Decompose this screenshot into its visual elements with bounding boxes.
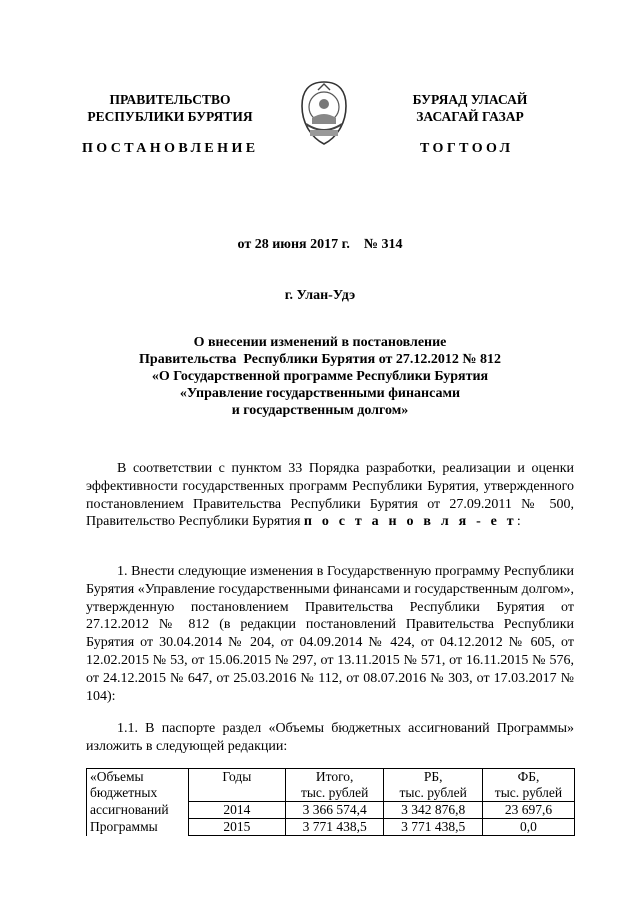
preamble-text: В соответствии с пунктом 33 Порядка разработки, реализации и оценки эффективности государственных программ Республики Бурятия, утвержденного постановлением Правительства Республики Бурятия от 27.09.2011 № 500, Правительство Республики Бурятия bbox=[86, 461, 574, 530]
table-cell: 0,0 bbox=[482, 819, 574, 836]
city: г. Улан-Удэ bbox=[284, 288, 356, 303]
date-number: от 28 июня 2017 г. № 314 bbox=[237, 237, 403, 252]
table-cell: 2014 bbox=[188, 802, 285, 819]
doc-type-ru: ПОСТАНОВЛЕНИЕ bbox=[82, 141, 259, 156]
header-rb: РБ, тыс. рублей bbox=[384, 769, 483, 802]
preamble-end: : bbox=[516, 514, 521, 530]
table-cell: 23 697,6 bbox=[482, 802, 574, 819]
clause-1-paragraph: 1. Внести следующие изменения в Государственную программу Республики Бурятия «Управление государственными финансами и государственным долгом», утвержденную постановлением Правительства Республики Бурятия от 27.12.2012 № 812 (в редакции постановлений Правительства Республики Бурятия от 30.04.2014 № 204, от 04.09.2014 № 424, от 04.12.2012 № 605, от 12.02.2015 № 53, от 15.06.2015 № 297, от 13.11.2015 № 571, от 16.11.2015 № 576, от 24.12.2015 № 647, от 25.03.2016 № 112, от 08.07.2016 № 303, от 17.03.2017 № 104): bbox=[86, 564, 574, 704]
header-years: Годы bbox=[188, 769, 285, 802]
document-title bbox=[0, 334, 640, 419]
table-cell: 3 366 574,4 bbox=[285, 802, 384, 819]
title-line3: «О Государственной программе Республики Бурятия bbox=[151, 369, 489, 384]
title-line5: и государственным долгом» bbox=[231, 403, 409, 418]
first-col-line3: ассигнований bbox=[87, 802, 189, 819]
header-left-line1: ПРАВИТЕЛЬСТВО bbox=[109, 92, 231, 107]
table-cell: 3 771 438,5 bbox=[285, 819, 384, 836]
table-row bbox=[87, 819, 575, 836]
title-line4: «Управление государственными финансами bbox=[179, 386, 461, 401]
table-cell: 3 342 876,8 bbox=[384, 802, 483, 819]
table-cell: 3 771 438,5 bbox=[384, 819, 483, 836]
coat-of-arms-emblem bbox=[298, 80, 350, 146]
header-total: Итого, тыс. рублей bbox=[285, 769, 384, 802]
header-right-line2: ЗАСАГАЙ ГАЗАР bbox=[416, 109, 524, 124]
budget-allocations-table bbox=[86, 768, 575, 836]
preamble-resolves: п о с т а н о в л я - е т bbox=[303, 514, 517, 530]
table-row bbox=[87, 802, 575, 819]
preamble-paragraph bbox=[86, 460, 574, 531]
first-col-line2: бюджетных bbox=[90, 785, 158, 800]
header-right-line1: БУРЯАД УЛАСАЙ bbox=[412, 92, 528, 107]
header-left-line2: РЕСПУБЛИКИ БУРЯТИЯ bbox=[87, 109, 253, 124]
header-government-name-ru bbox=[60, 91, 280, 125]
first-col-line1: «Объемы bbox=[90, 769, 144, 784]
title-line2: Правительства Республики Бурятия от 27.12.2012 № 812 bbox=[139, 352, 501, 367]
first-col-line4: Программы bbox=[87, 819, 189, 836]
table-header-row bbox=[87, 769, 575, 802]
header-fb: ФБ, тыс. рублей bbox=[482, 769, 574, 802]
title-line1: О внесении изменений в постановление bbox=[193, 335, 447, 350]
table-first-col-top bbox=[87, 769, 189, 802]
doc-type-bua: ТОГТООЛ bbox=[420, 141, 514, 156]
clause-1-1-paragraph: 1.1. В паспорте раздел «Объемы бюджетных ассигнований Программы» изложить в следующей редакции: bbox=[86, 721, 574, 754]
header-government-name-bua bbox=[360, 91, 580, 125]
table-cell: 2015 bbox=[188, 819, 285, 836]
